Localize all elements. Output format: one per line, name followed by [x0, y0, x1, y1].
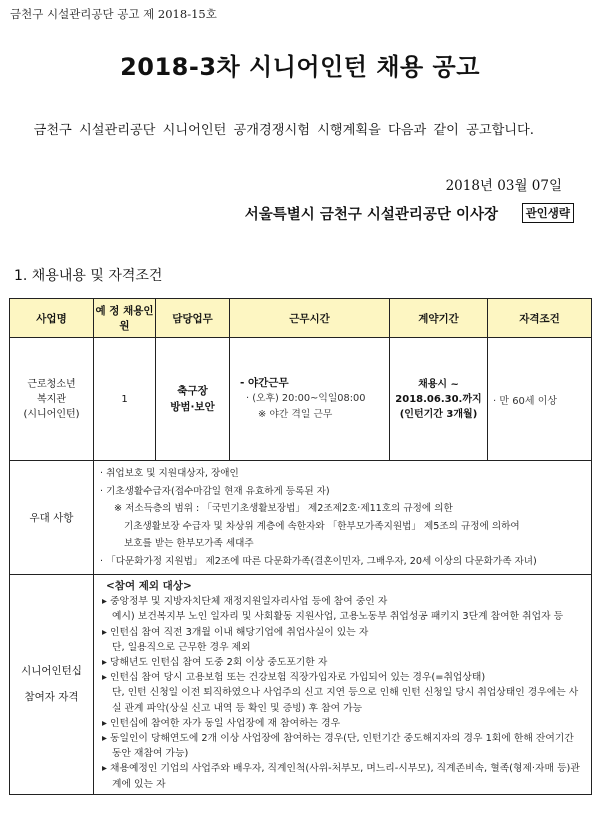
exclusion-item: ▸ 중앙정부 및 지방자치단체 재정지원일자리사업 등에 참여 중인 자 [102, 596, 388, 608]
section-heading: 1. 채용내용 및 자격조건 [14, 268, 163, 284]
header-contract: 계약기간 [390, 299, 488, 338]
exclusion-subnote: 단, 일용직으로 근무한 경우 제외 [112, 641, 251, 653]
cell-pref-items [94, 461, 592, 575]
table-row [10, 461, 592, 575]
exclusion-subnote: 단, 인턴 신청일 이전 퇴직하였으나 사업주의 신고 지연 등으로 인해 인턴 신청일 당시 취업상태인 경우에는 사실 관계 파악(상실 신고 내역 등 확인 및 증빙) 후 참여 가능 [112, 687, 579, 714]
exclusion-item: ▸ 채용예정인 기업의 사업주와 배우자, 직계인척(사위-처부모, 며느리-시부모), 직계존비속, 혈족(형제·자매 등)관계에 있는 자 [102, 763, 580, 790]
notice-number: 금천구 시설관리공단 공고 제 2018-15호 [10, 7, 217, 21]
cell-duty [156, 338, 230, 461]
cell-business [10, 338, 94, 461]
senior-label-line: 참여자 자격 [24, 691, 79, 704]
header-duty: 담당업무 [156, 299, 230, 338]
header-count: 예 정 채용인원 [94, 299, 156, 338]
cell-hours [230, 338, 390, 461]
intro-paragraph [12, 118, 590, 143]
header-hours: 근무시간 [230, 299, 390, 338]
exclusion-item: ▸ 인턴십에 참여한 자가 동일 사업장에 재 참여하는 경우 [102, 717, 341, 729]
exclusion-item: ▸ 동일인이 당해연도에 2개 이상 사업장에 참여하는 경우(단, 인턴기간 중도해지자의 경우 1회에 한해 잔여기간 동안 재참여 가능) [102, 733, 574, 760]
list-item: ※ 저소득층의 범위 : 「국민기초생활보장법」 제2조제2호·제11호의 규정에 의한 [114, 503, 453, 514]
business-line: (시니어인턴) [23, 408, 80, 420]
list-item: · 취업보호 및 지원대상자, 장애인 [100, 468, 239, 479]
exclusion-item: ▸ 인턴십 참여 당시 고용보험 또는 건강보험 직장가입자로 가입되어 있는 경우(=취업상태) [102, 672, 486, 684]
table-row [10, 575, 592, 795]
list-item: 보호를 받는 한부모가족 세대주 [124, 538, 254, 549]
exclusion-item: ▸ 인턴십 참여 직전 3개월 이내 해당기업에 취업사실이 있는 자 [102, 626, 369, 638]
duty-line: 축구장 [177, 385, 208, 397]
header-business: 사업명 [10, 299, 94, 338]
page-title: 2018-3차 시니어인턴 채용 공고 [120, 53, 480, 81]
business-line: 복지관 [37, 393, 66, 405]
exclusion-subnote: 예시) 보건복지부 노인 일자리 및 사회활동 지원사업, 고용노동부 취업성공 패키지 3단계 참여한 취업자 등 [112, 611, 564, 623]
exclusion-title: <참여 제외 대상> [106, 580, 192, 592]
exclusion-item: ▸ 당해년도 인턴십 참여 도중 2회 이상 중도포기한 자 [102, 657, 328, 669]
cell-pref-label: 우대 사항 [10, 461, 94, 575]
cell-exclusions [94, 575, 592, 795]
cell-count: 1 [94, 338, 156, 461]
list-item: · 「다문화가정 지원법」 제2조에 따른 다문화가족(결혼이민자, 그배우자, 20세 이상의 다문화가족 자녀) [100, 555, 537, 567]
cell-qualification: · 만 60세 이상 [488, 338, 592, 461]
business-line: 근로청소년 [27, 378, 76, 390]
issuer-name: 서울특별시 금천구 시설관리공단 이사장 [244, 207, 498, 223]
header-qualification: 자격조건 [488, 299, 592, 338]
table-row [10, 338, 592, 461]
cell-contract [390, 338, 488, 461]
notice-date: 2018년 03월 07일 [445, 178, 562, 194]
duty-line: 방범·보안 [170, 401, 215, 413]
senior-label-line: 시니어인턴십 [21, 665, 82, 678]
seal-omitted-stamp: 관인생략 [522, 203, 574, 223]
contract-line: 2018.06.30.까지 [395, 393, 482, 405]
hours-time: · (오후) 20:00~익일08:00 [246, 393, 366, 404]
contract-line: 채용시 ~ [418, 378, 459, 390]
hours-title: - 야간근무 [240, 377, 289, 389]
list-item: 기초생활보장 수급자 및 차상위 계층에 속한자와 「한부모가족지원법」 제5조의 규정에 의하여 [124, 520, 520, 532]
hours-note: ※ 야간 격일 근무 [258, 409, 333, 420]
contract-line: (인턴기간 3개월) [399, 408, 478, 420]
table-header-row [10, 299, 592, 338]
intro-text: 금천구 시설관리공단 시니어인턴 공개경쟁시험 시행계획을 다음과 같이 공고합니다. [33, 123, 534, 138]
list-item: · 기초생활수급자(접수마감일 현재 유효하게 등록된 자) [100, 485, 330, 497]
recruitment-table [9, 298, 592, 795]
cell-senior-label [10, 575, 94, 795]
